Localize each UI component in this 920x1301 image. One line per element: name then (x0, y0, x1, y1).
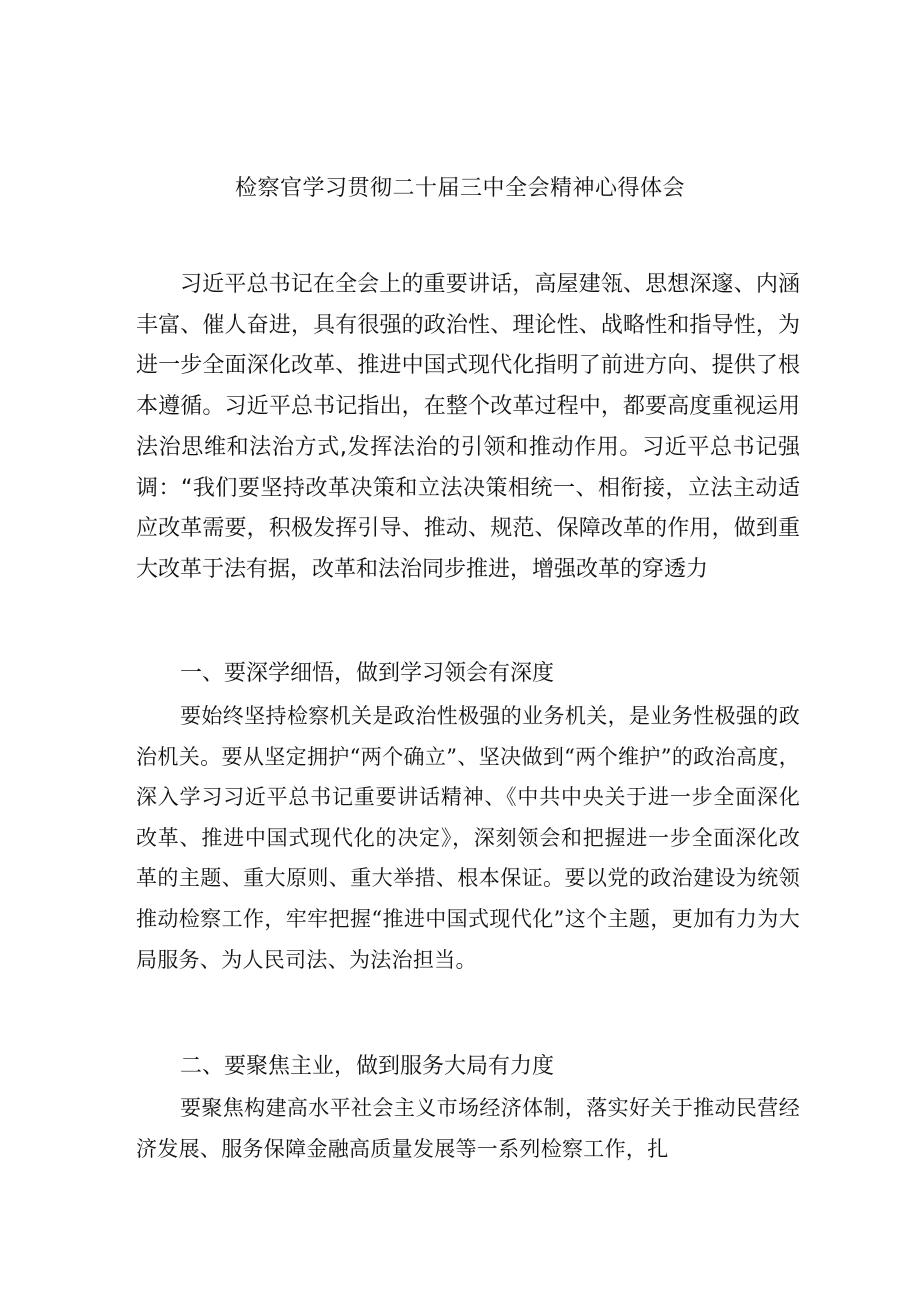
section-2-body: 要聚焦构建高水平社会主义市场经济体制，落实好关于推动民营经济发展、服务保障金融高质量发展等一系列检察工作，扎 (136, 1096, 800, 1161)
section-2-heading: 二、要聚焦主业，做到服务大局有力度 (180, 1054, 555, 1079)
section-1-body: 要始终坚持检察机关是政治性极强的业务机关，是业务性极强的政治机关。要从坚定拥护“两个确立”、坚决做到“两个维护”的政治高度，深入学习习近平总书记重要讲话精神、《中共中央关于进一步全面深化改革、推进中国式现代化的决定》，深刻领会和把握进一步全面深化改革的主题、重大原则、重大举措、根本保证。要以党的政治建设为统领推动检察工作，牢牢把握“推进中国式现代化”这个主题，更加有力为大局服务、为人民司法、为法治担当。 (136, 704, 800, 972)
intro-paragraph: 习近平总书记在全会上的重要讲话，高屋建瓴、思想深邃、内涵丰富、催人奋进，具有很强的政治性、理论性、战略性和指导性，为进一步全面深化改革、推进中国式现代化指明了前进方向、提供了根本遵循。习近平总书记指出，在整个改革过程中，都要高度重视运用法治思维和法治方式,发挥法治的引领和推动作用。习近平总书记强调：“我们要坚持改革决策和立法决策相统一、相衔接，立法主动适应改革需要，积极发挥引导、推动、规范、保障改革的作用，做到重大改革于法有据，改革和法治同步推进，增强改革的穿透力 (136, 272, 800, 582)
section-1-heading: 一、要深学细悟，做到学习领会有深度 (180, 661, 555, 686)
document-title: 检察官学习贯彻二十届三中全会精神心得体会 (234, 176, 685, 201)
